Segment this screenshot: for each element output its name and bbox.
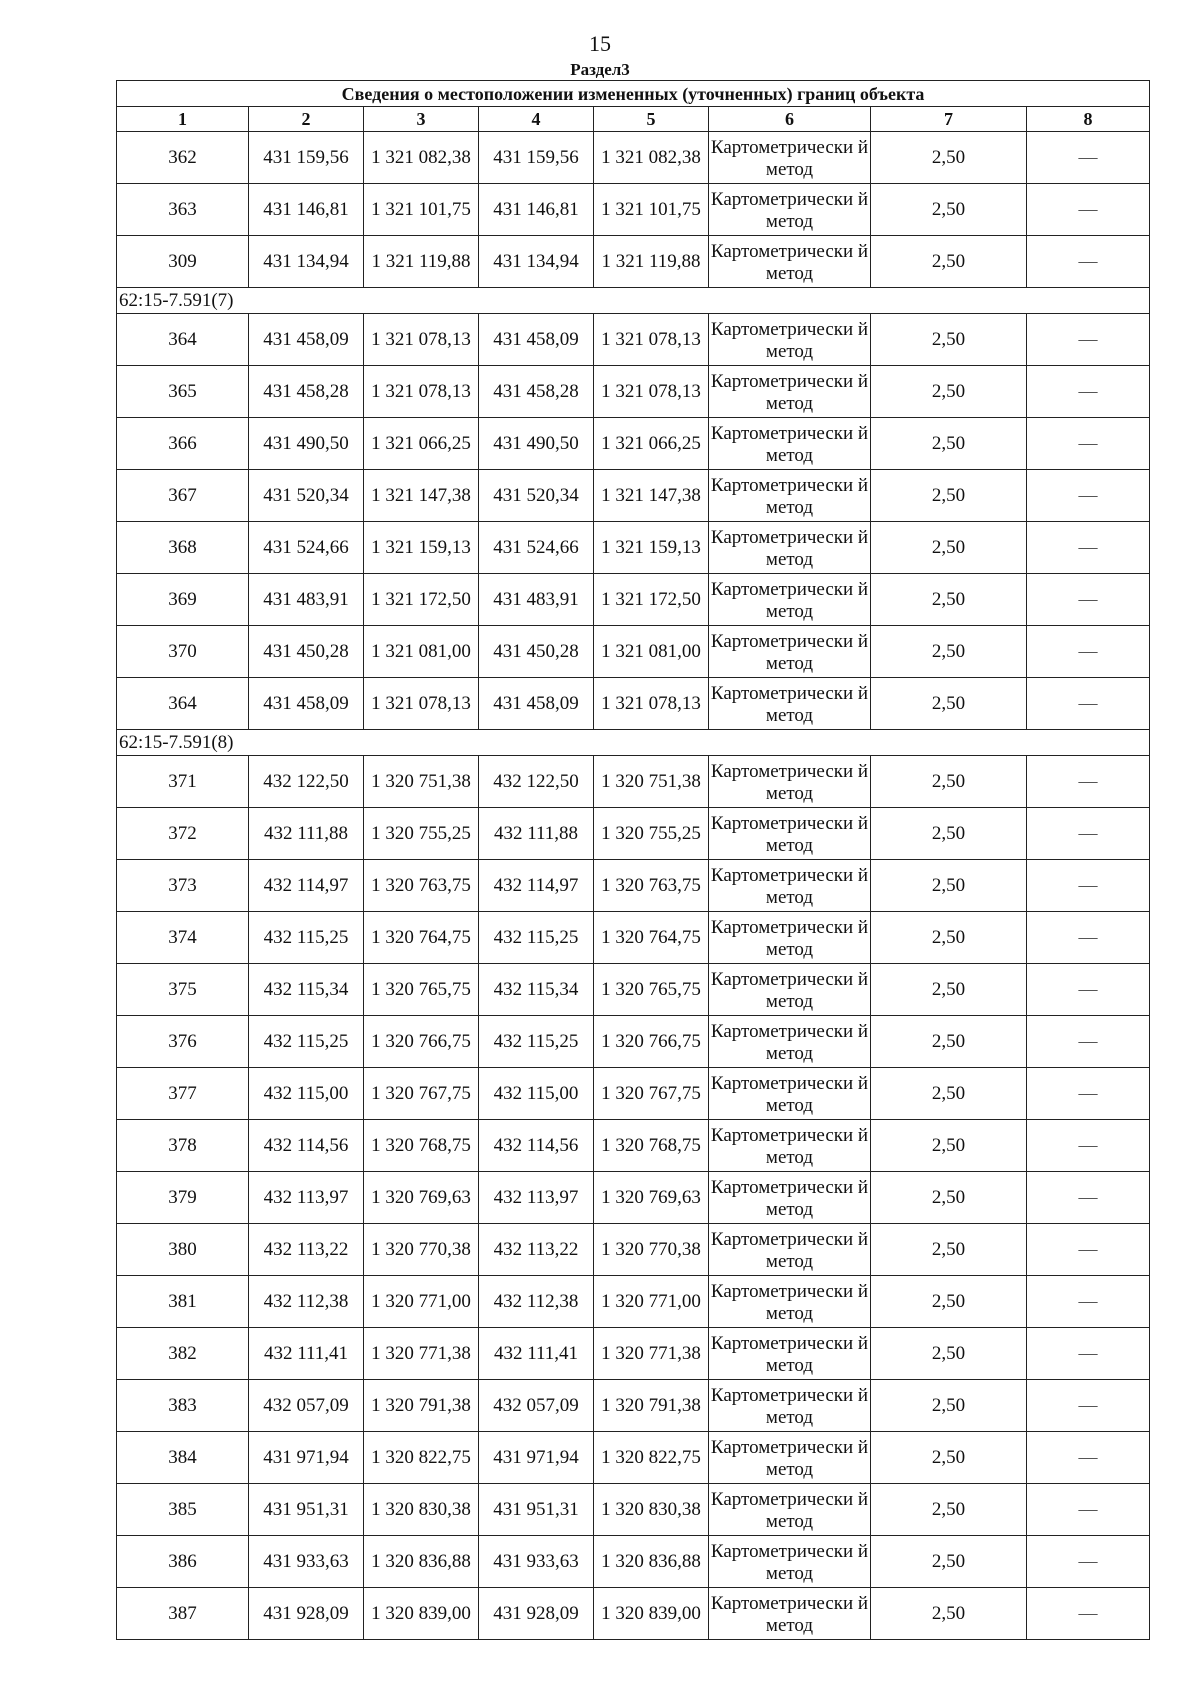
method-cell: Картометрически й метод (709, 1172, 871, 1224)
y-new-cell: 1 320 770,38 (594, 1224, 709, 1276)
method-cell: Картометрически й метод (709, 132, 871, 184)
x-existing-cell: 431 971,94 (249, 1432, 364, 1484)
x-new-cell: 432 113,22 (479, 1224, 594, 1276)
point-number-cell: 379 (117, 1172, 249, 1224)
description-cell: — (1027, 1484, 1150, 1536)
description-cell: — (1027, 1068, 1150, 1120)
table-row (117, 1432, 1150, 1484)
y-new-cell: 1 320 767,75 (594, 1068, 709, 1120)
accuracy-cell: 2,50 (871, 184, 1027, 236)
x-existing-cell: 432 122,50 (249, 756, 364, 808)
point-number-cell: 384 (117, 1432, 249, 1484)
accuracy-cell: 2,50 (871, 1172, 1027, 1224)
accuracy-cell: 2,50 (871, 574, 1027, 626)
x-new-cell: 432 112,38 (479, 1276, 594, 1328)
x-new-cell: 431 159,56 (479, 132, 594, 184)
accuracy-cell: 2,50 (871, 1068, 1027, 1120)
x-existing-cell: 432 111,88 (249, 808, 364, 860)
point-number-cell: 382 (117, 1328, 249, 1380)
y-new-cell: 1 320 822,75 (594, 1432, 709, 1484)
method-cell: Картометрически й метод (709, 1068, 871, 1120)
accuracy-cell: 2,50 (871, 470, 1027, 522)
description-cell: — (1027, 132, 1150, 184)
accuracy-cell: 2,50 (871, 626, 1027, 678)
accuracy-cell: 2,50 (871, 522, 1027, 574)
x-new-cell: 431 458,28 (479, 366, 594, 418)
x-existing-cell: 432 114,56 (249, 1120, 364, 1172)
x-new-cell: 431 928,09 (479, 1588, 594, 1640)
y-existing-cell: 1 320 763,75 (364, 860, 479, 912)
method-cell: Картометрически й метод (709, 1536, 871, 1588)
y-new-cell: 1 320 769,63 (594, 1172, 709, 1224)
group-header-row (117, 730, 1150, 756)
boundary-coordinates-table (116, 80, 1150, 1640)
description-cell: — (1027, 626, 1150, 678)
description-cell: — (1027, 678, 1150, 730)
description-cell: — (1027, 1432, 1150, 1484)
y-new-cell: 1 320 830,38 (594, 1484, 709, 1536)
y-new-cell: 1 321 078,13 (594, 678, 709, 730)
x-new-cell: 432 114,56 (479, 1120, 594, 1172)
y-existing-cell: 1 320 765,75 (364, 964, 479, 1016)
method-cell: Картометрически й метод (709, 860, 871, 912)
accuracy-cell: 2,50 (871, 1016, 1027, 1068)
accuracy-cell: 2,50 (871, 756, 1027, 808)
accuracy-cell: 2,50 (871, 314, 1027, 366)
x-existing-cell: 432 115,25 (249, 912, 364, 964)
x-new-cell: 432 115,00 (479, 1068, 594, 1120)
method-cell: Картометрически й метод (709, 1224, 871, 1276)
x-existing-cell: 432 114,97 (249, 860, 364, 912)
column-number-3: 3 (364, 107, 479, 132)
x-existing-cell: 431 483,91 (249, 574, 364, 626)
y-existing-cell: 1 320 830,38 (364, 1484, 479, 1536)
method-cell: Картометрически й метод (709, 808, 871, 860)
method-cell: Картометрически й метод (709, 756, 871, 808)
description-cell: — (1027, 418, 1150, 470)
method-cell: Картометрически й метод (709, 1276, 871, 1328)
description-cell: — (1027, 1380, 1150, 1432)
x-new-cell: 431 483,91 (479, 574, 594, 626)
table-row (117, 236, 1150, 288)
accuracy-cell: 2,50 (871, 1380, 1027, 1432)
point-number-cell: 363 (117, 184, 249, 236)
table-row (117, 860, 1150, 912)
method-cell: Картометрически й метод (709, 1120, 871, 1172)
x-existing-cell: 432 112,38 (249, 1276, 364, 1328)
table-row (117, 964, 1150, 1016)
point-number-cell: 366 (117, 418, 249, 470)
y-existing-cell: 1 321 078,13 (364, 366, 479, 418)
y-new-cell: 1 321 147,38 (594, 470, 709, 522)
point-number-cell: 374 (117, 912, 249, 964)
point-number-cell: 367 (117, 470, 249, 522)
table-row (117, 184, 1150, 236)
y-existing-cell: 1 320 751,38 (364, 756, 479, 808)
y-existing-cell: 1 320 768,75 (364, 1120, 479, 1172)
table-body (117, 132, 1150, 1640)
method-cell: Картометрически й метод (709, 1484, 871, 1536)
y-existing-cell: 1 320 771,00 (364, 1276, 479, 1328)
x-existing-cell: 431 450,28 (249, 626, 364, 678)
point-number-cell: 309 (117, 236, 249, 288)
x-new-cell: 431 458,09 (479, 678, 594, 730)
x-existing-cell: 431 159,56 (249, 132, 364, 184)
y-existing-cell: 1 321 078,13 (364, 314, 479, 366)
table-row (117, 1536, 1150, 1588)
x-new-cell: 431 951,31 (479, 1484, 594, 1536)
point-number-cell: 376 (117, 1016, 249, 1068)
accuracy-cell: 2,50 (871, 1224, 1027, 1276)
x-new-cell: 431 450,28 (479, 626, 594, 678)
description-cell: — (1027, 522, 1150, 574)
point-number-cell: 378 (117, 1120, 249, 1172)
y-new-cell: 1 320 765,75 (594, 964, 709, 1016)
method-cell: Картометрически й метод (709, 574, 871, 626)
table-row (117, 756, 1150, 808)
point-number-cell: 380 (117, 1224, 249, 1276)
column-number-5: 5 (594, 107, 709, 132)
method-cell: Картометрически й метод (709, 366, 871, 418)
table-row (117, 1276, 1150, 1328)
point-number-cell: 372 (117, 808, 249, 860)
y-existing-cell: 1 320 822,75 (364, 1432, 479, 1484)
y-existing-cell: 1 320 767,75 (364, 1068, 479, 1120)
method-cell: Картометрически й метод (709, 912, 871, 964)
accuracy-cell: 2,50 (871, 808, 1027, 860)
description-cell: — (1027, 964, 1150, 1016)
x-existing-cell: 431 524,66 (249, 522, 364, 574)
group-label: 62:15-7.591(8) (117, 730, 1150, 756)
table-row (117, 1016, 1150, 1068)
column-number-6: 6 (709, 107, 871, 132)
accuracy-cell: 2,50 (871, 1536, 1027, 1588)
table-row (117, 418, 1150, 470)
description-cell: — (1027, 184, 1150, 236)
x-new-cell: 432 114,97 (479, 860, 594, 912)
y-existing-cell: 1 321 159,13 (364, 522, 479, 574)
x-existing-cell: 431 458,09 (249, 678, 364, 730)
point-number-cell: 364 (117, 314, 249, 366)
table-row (117, 574, 1150, 626)
method-cell: Картометрически й метод (709, 184, 871, 236)
description-cell: — (1027, 1536, 1150, 1588)
y-existing-cell: 1 321 078,13 (364, 678, 479, 730)
table-row (117, 1588, 1150, 1640)
group-label: 62:15-7.591(7) (117, 288, 1150, 314)
y-existing-cell: 1 321 147,38 (364, 470, 479, 522)
x-new-cell: 431 134,94 (479, 236, 594, 288)
y-new-cell: 1 321 101,75 (594, 184, 709, 236)
method-cell: Картометрически й метод (709, 626, 871, 678)
method-cell: Картометрически й метод (709, 1588, 871, 1640)
point-number-cell: 371 (117, 756, 249, 808)
table-row (117, 132, 1150, 184)
x-new-cell: 431 933,63 (479, 1536, 594, 1588)
accuracy-cell: 2,50 (871, 1120, 1027, 1172)
group-header-row (117, 288, 1150, 314)
accuracy-cell: 2,50 (871, 1328, 1027, 1380)
point-number-cell: 387 (117, 1588, 249, 1640)
section-title: Раздел3 (570, 60, 630, 79)
column-number-1: 1 (117, 107, 249, 132)
x-new-cell: 431 490,50 (479, 418, 594, 470)
x-new-cell: 432 115,25 (479, 912, 594, 964)
y-new-cell: 1 320 766,75 (594, 1016, 709, 1068)
point-number-cell: 365 (117, 366, 249, 418)
x-new-cell: 431 520,34 (479, 470, 594, 522)
point-number-cell: 381 (117, 1276, 249, 1328)
description-cell: — (1027, 314, 1150, 366)
method-cell: Картометрически й метод (709, 522, 871, 574)
table-row (117, 678, 1150, 730)
point-number-cell: 369 (117, 574, 249, 626)
x-existing-cell: 432 057,09 (249, 1380, 364, 1432)
table-row (117, 808, 1150, 860)
table-row (117, 1224, 1150, 1276)
accuracy-cell: 2,50 (871, 964, 1027, 1016)
y-new-cell: 1 321 081,00 (594, 626, 709, 678)
x-new-cell: 431 458,09 (479, 314, 594, 366)
x-existing-cell: 431 134,94 (249, 236, 364, 288)
table-row (117, 626, 1150, 678)
y-existing-cell: 1 320 771,38 (364, 1328, 479, 1380)
point-number-cell: 375 (117, 964, 249, 1016)
x-new-cell: 432 113,97 (479, 1172, 594, 1224)
y-new-cell: 1 321 066,25 (594, 418, 709, 470)
method-cell: Картометрически й метод (709, 1380, 871, 1432)
y-new-cell: 1 320 763,75 (594, 860, 709, 912)
column-number-7: 7 (871, 107, 1027, 132)
y-new-cell: 1 321 159,13 (594, 522, 709, 574)
description-cell: — (1027, 1588, 1150, 1640)
point-number-cell: 370 (117, 626, 249, 678)
description-cell: — (1027, 1276, 1150, 1328)
page-number: 15 (589, 31, 611, 56)
x-existing-cell: 432 115,25 (249, 1016, 364, 1068)
point-number-cell: 385 (117, 1484, 249, 1536)
point-number-cell: 373 (117, 860, 249, 912)
description-cell: — (1027, 236, 1150, 288)
method-cell: Картометрически й метод (709, 470, 871, 522)
point-number-cell: 368 (117, 522, 249, 574)
y-new-cell: 1 320 791,38 (594, 1380, 709, 1432)
x-existing-cell: 432 113,97 (249, 1172, 364, 1224)
accuracy-cell: 2,50 (871, 860, 1027, 912)
y-new-cell: 1 320 771,38 (594, 1328, 709, 1380)
description-cell: — (1027, 1120, 1150, 1172)
table-row (117, 1380, 1150, 1432)
point-number-cell: 362 (117, 132, 249, 184)
y-new-cell: 1 321 078,13 (594, 314, 709, 366)
y-existing-cell: 1 320 764,75 (364, 912, 479, 964)
x-new-cell: 432 122,50 (479, 756, 594, 808)
x-existing-cell: 431 951,31 (249, 1484, 364, 1536)
table-row (117, 912, 1150, 964)
x-new-cell: 432 115,25 (479, 1016, 594, 1068)
table-row (117, 1120, 1150, 1172)
x-new-cell: 432 057,09 (479, 1380, 594, 1432)
description-cell: — (1027, 470, 1150, 522)
table-row (117, 1172, 1150, 1224)
y-existing-cell: 1 321 119,88 (364, 236, 479, 288)
x-new-cell: 432 111,41 (479, 1328, 594, 1380)
x-existing-cell: 431 458,09 (249, 314, 364, 366)
table-row (117, 470, 1150, 522)
y-new-cell: 1 321 172,50 (594, 574, 709, 626)
method-cell: Картометрически й метод (709, 1432, 871, 1484)
x-existing-cell: 431 520,34 (249, 470, 364, 522)
y-new-cell: 1 320 768,75 (594, 1120, 709, 1172)
x-new-cell: 431 524,66 (479, 522, 594, 574)
y-existing-cell: 1 321 172,50 (364, 574, 479, 626)
y-existing-cell: 1 321 081,00 (364, 626, 479, 678)
table-row (117, 1068, 1150, 1120)
x-existing-cell: 431 933,63 (249, 1536, 364, 1588)
column-number-8: 8 (1027, 107, 1150, 132)
accuracy-cell: 2,50 (871, 1588, 1027, 1640)
table-row (117, 1328, 1150, 1380)
y-existing-cell: 1 320 791,38 (364, 1380, 479, 1432)
method-cell: Картометрически й метод (709, 1328, 871, 1380)
point-number-cell: 386 (117, 1536, 249, 1588)
y-existing-cell: 1 320 839,00 (364, 1588, 479, 1640)
accuracy-cell: 2,50 (871, 912, 1027, 964)
y-existing-cell: 1 320 755,25 (364, 808, 479, 860)
method-cell: Картометрически й метод (709, 418, 871, 470)
column-number-2: 2 (249, 107, 364, 132)
description-cell: — (1027, 756, 1150, 808)
y-existing-cell: 1 321 066,25 (364, 418, 479, 470)
point-number-cell: 364 (117, 678, 249, 730)
y-existing-cell: 1 320 769,63 (364, 1172, 479, 1224)
x-existing-cell: 432 111,41 (249, 1328, 364, 1380)
y-new-cell: 1 320 751,38 (594, 756, 709, 808)
table-row (117, 314, 1150, 366)
x-existing-cell: 432 115,34 (249, 964, 364, 1016)
accuracy-cell: 2,50 (871, 132, 1027, 184)
accuracy-cell: 2,50 (871, 1276, 1027, 1328)
table-caption: Сведения о местоположении измененных (уточненных) границ объекта (117, 81, 1150, 107)
point-number-cell: 383 (117, 1380, 249, 1432)
column-number-row (117, 107, 1150, 132)
x-existing-cell: 431 146,81 (249, 184, 364, 236)
accuracy-cell: 2,50 (871, 418, 1027, 470)
table-row (117, 1484, 1150, 1536)
y-new-cell: 1 320 764,75 (594, 912, 709, 964)
y-new-cell: 1 320 839,00 (594, 1588, 709, 1640)
table-row (117, 366, 1150, 418)
y-existing-cell: 1 321 101,75 (364, 184, 479, 236)
y-new-cell: 1 321 082,38 (594, 132, 709, 184)
y-new-cell: 1 320 836,88 (594, 1536, 709, 1588)
accuracy-cell: 2,50 (871, 236, 1027, 288)
y-new-cell: 1 321 119,88 (594, 236, 709, 288)
method-cell: Картометрически й метод (709, 314, 871, 366)
y-new-cell: 1 320 755,25 (594, 808, 709, 860)
x-new-cell: 432 111,88 (479, 808, 594, 860)
description-cell: — (1027, 1224, 1150, 1276)
y-existing-cell: 1 320 770,38 (364, 1224, 479, 1276)
point-number-cell: 377 (117, 1068, 249, 1120)
description-cell: — (1027, 860, 1150, 912)
method-cell: Картометрически й метод (709, 964, 871, 1016)
y-existing-cell: 1 320 836,88 (364, 1536, 479, 1588)
x-new-cell: 431 971,94 (479, 1432, 594, 1484)
x-existing-cell: 432 115,00 (249, 1068, 364, 1120)
x-existing-cell: 431 928,09 (249, 1588, 364, 1640)
y-existing-cell: 1 321 082,38 (364, 132, 479, 184)
y-new-cell: 1 320 771,00 (594, 1276, 709, 1328)
method-cell: Картометрически й метод (709, 678, 871, 730)
accuracy-cell: 2,50 (871, 1432, 1027, 1484)
y-existing-cell: 1 320 766,75 (364, 1016, 479, 1068)
description-cell: — (1027, 808, 1150, 860)
x-existing-cell: 432 113,22 (249, 1224, 364, 1276)
y-new-cell: 1 321 078,13 (594, 366, 709, 418)
x-new-cell: 432 115,34 (479, 964, 594, 1016)
accuracy-cell: 2,50 (871, 366, 1027, 418)
accuracy-cell: 2,50 (871, 678, 1027, 730)
table-row (117, 522, 1150, 574)
x-existing-cell: 431 458,28 (249, 366, 364, 418)
description-cell: — (1027, 1172, 1150, 1224)
method-cell: Картометрически й метод (709, 236, 871, 288)
description-cell: — (1027, 366, 1150, 418)
column-number-4: 4 (479, 107, 594, 132)
method-cell: Картометрически й метод (709, 1016, 871, 1068)
description-cell: — (1027, 1016, 1150, 1068)
description-cell: — (1027, 574, 1150, 626)
accuracy-cell: 2,50 (871, 1484, 1027, 1536)
description-cell: — (1027, 912, 1150, 964)
x-new-cell: 431 146,81 (479, 184, 594, 236)
x-existing-cell: 431 490,50 (249, 418, 364, 470)
description-cell: — (1027, 1328, 1150, 1380)
